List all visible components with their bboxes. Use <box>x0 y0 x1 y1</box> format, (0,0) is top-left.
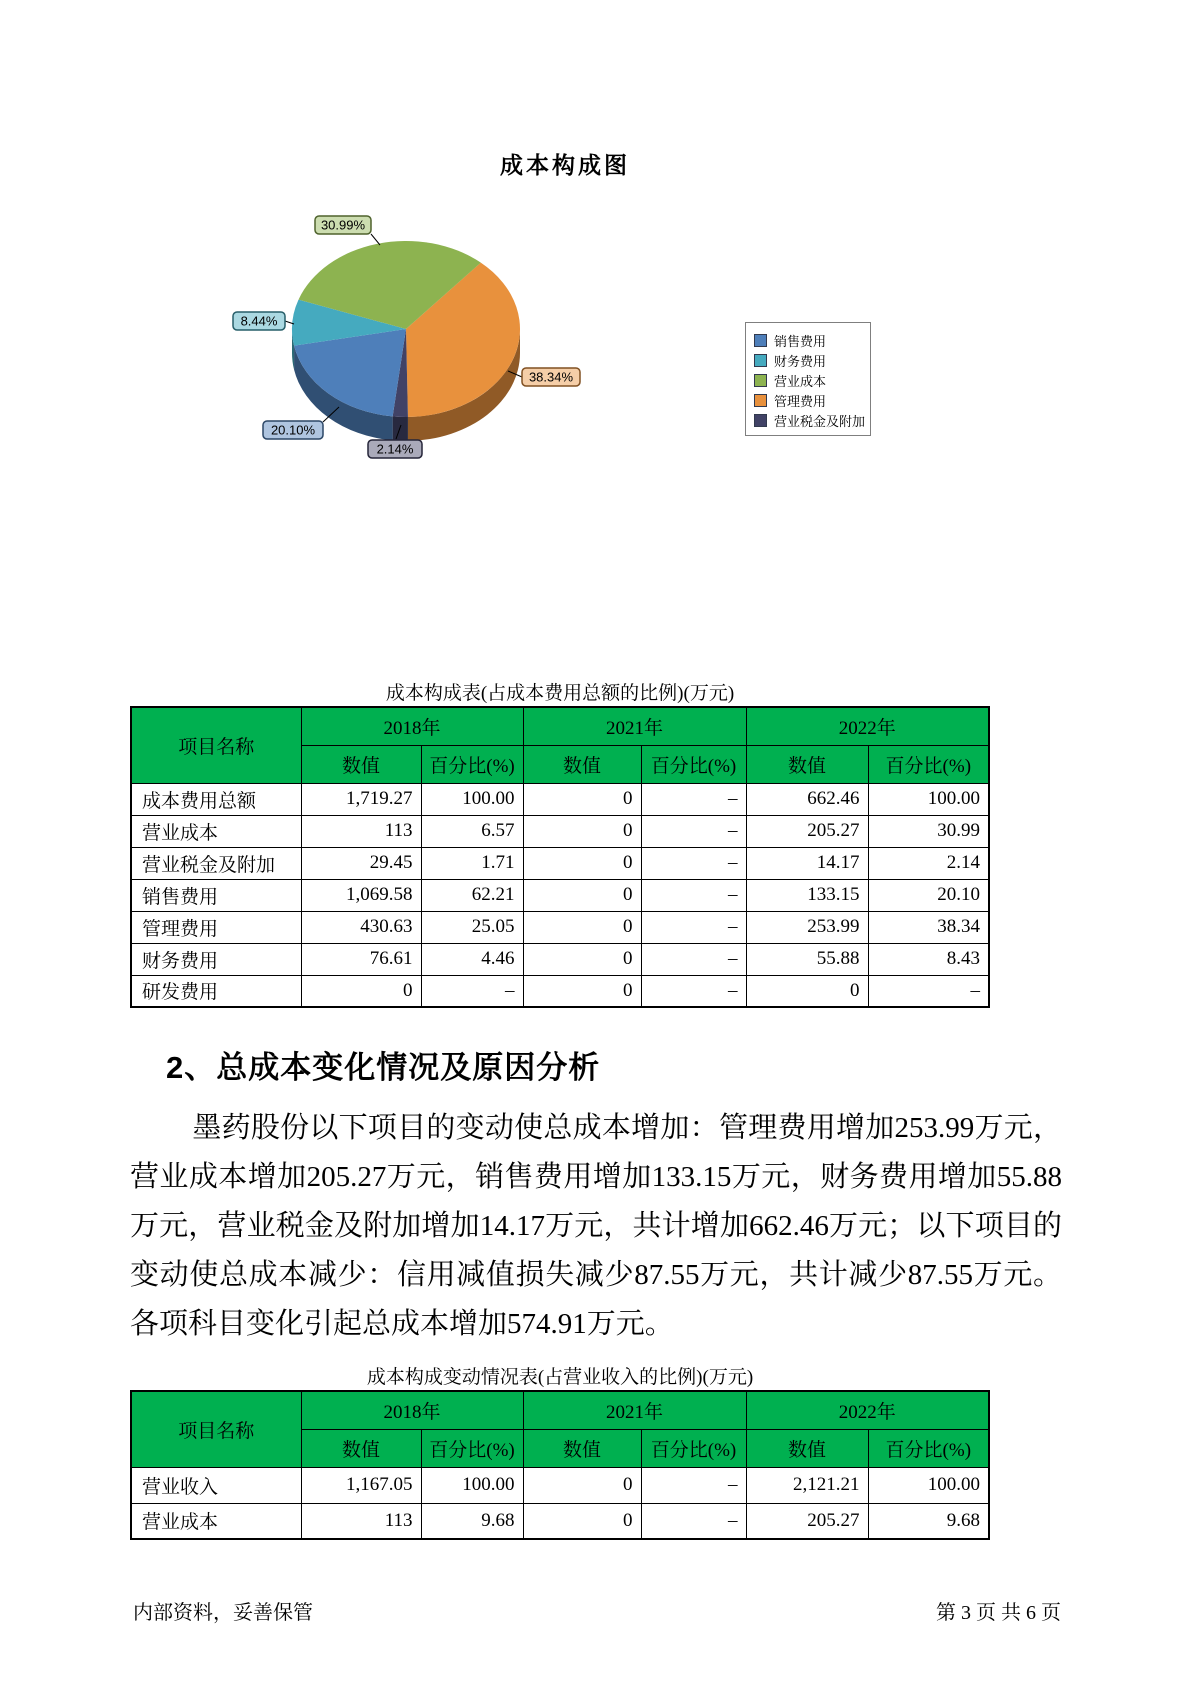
row-label-cell: 营业成本 <box>131 815 301 847</box>
legend-swatch <box>754 334 767 347</box>
sub-header: 数值 <box>746 745 868 783</box>
value-cell: 30.99 <box>868 815 989 847</box>
value-cell: 20.10 <box>868 879 989 911</box>
value-cell: 100.00 <box>421 1467 523 1503</box>
value-cell: 0 <box>523 943 641 975</box>
value-cell: 133.15 <box>746 879 868 911</box>
value-cell: 0 <box>523 1503 641 1539</box>
table-row <box>131 879 989 911</box>
value-cell: 9.68 <box>868 1503 989 1539</box>
value-cell: 100.00 <box>421 783 523 815</box>
corner-header: 项目名称 <box>131 1391 301 1467</box>
legend-label: 管理费用 <box>774 393 827 409</box>
value-cell: 1,719.27 <box>301 783 421 815</box>
pie-label-leader <box>371 234 380 245</box>
value-cell: – <box>868 975 989 1007</box>
value-cell: 1.71 <box>421 847 523 879</box>
sub-header: 数值 <box>523 1429 641 1467</box>
value-cell: 38.34 <box>868 911 989 943</box>
legend-swatch <box>754 354 767 367</box>
value-cell: 430.63 <box>301 911 421 943</box>
value-cell: 25.05 <box>421 911 523 943</box>
sub-header: 数值 <box>746 1429 868 1467</box>
legend-item <box>754 370 862 390</box>
legend-item <box>754 410 866 430</box>
row-label-cell: 成本费用总额 <box>131 783 301 815</box>
value-cell: – <box>641 815 746 847</box>
year-header: 2018年 <box>301 707 523 745</box>
legend-label: 财务费用 <box>774 353 827 369</box>
section-heading: 2、总成本变化情况及原因分析 <box>166 1050 601 1085</box>
legend-item <box>754 330 862 350</box>
value-cell: 662.46 <box>746 783 868 815</box>
value-cell: 9.68 <box>421 1503 523 1539</box>
value-cell: – <box>641 975 746 1007</box>
legend-item <box>754 350 862 370</box>
value-cell: 0 <box>523 911 641 943</box>
pie-label-value: 20.10% <box>270 422 316 438</box>
value-cell: 0 <box>523 815 641 847</box>
cost-composition-table <box>130 706 990 1008</box>
value-cell: 14.17 <box>746 847 868 879</box>
year-header: 2022年 <box>746 707 989 745</box>
row-label-cell: 研发费用 <box>131 975 301 1007</box>
table1-title: 成本构成表(占成本费用总额的比例)(万元) <box>385 683 735 704</box>
row-label-cell: 管理费用 <box>131 911 301 943</box>
value-cell: 6.57 <box>421 815 523 847</box>
legend-label: 销售费用 <box>774 333 827 349</box>
row-label-cell: 营业成本 <box>131 1503 301 1539</box>
value-cell: 0 <box>523 783 641 815</box>
table-row <box>131 1467 989 1503</box>
sub-header: 百分比(%) <box>421 745 523 783</box>
legend-item <box>754 390 862 410</box>
value-cell: 100.00 <box>868 783 989 815</box>
legend-label: 营业成本 <box>774 373 827 389</box>
value-cell: – <box>641 911 746 943</box>
year-header: 2018年 <box>301 1391 523 1429</box>
table-row <box>131 783 989 815</box>
value-cell: 76.61 <box>301 943 421 975</box>
value-cell: 1,167.05 <box>301 1467 421 1503</box>
value-cell: – <box>641 1503 746 1539</box>
value-cell: – <box>641 943 746 975</box>
value-cell: 29.45 <box>301 847 421 879</box>
value-cell: 0 <box>523 879 641 911</box>
value-cell: 113 <box>301 815 421 847</box>
page-footer <box>133 1596 1061 1625</box>
pie-label-value: 38.34% <box>528 369 574 385</box>
chart-legend <box>745 322 871 436</box>
pie-label-value: 30.99% <box>320 217 366 233</box>
value-cell: 1,069.58 <box>301 879 421 911</box>
legend-swatch <box>754 414 767 427</box>
pie-chart <box>130 150 690 480</box>
value-cell: 0 <box>523 1467 641 1503</box>
value-cell: 0 <box>301 975 421 1007</box>
sub-header: 数值 <box>301 1429 421 1467</box>
table-row <box>131 943 989 975</box>
row-label-cell: 财务费用 <box>131 943 301 975</box>
value-cell: 100.00 <box>868 1467 989 1503</box>
sub-header: 百分比(%) <box>868 1429 989 1467</box>
value-cell: 253.99 <box>746 911 868 943</box>
analysis-paragraph: 墨药股份以下项目的变动使总成本增加：管理费用增加253.99万元，营业成本增加205.27万元，销售费用增加133.15万元，财务费用增加55.88万元，营业税金及附加增加14.17万元，共计增加662.46万元；以下项目的变动使总成本减少：信用减值损失减少87.55万元，共计减少87.55万元。各项科目变化引起总成本增加574.91万元。 <box>130 1112 1062 1340</box>
pie-label-value: 2.14% <box>376 441 414 457</box>
cost-change-table <box>130 1390 990 1540</box>
pie-label-value: 8.44% <box>240 313 278 329</box>
value-cell: 2,121.21 <box>746 1467 868 1503</box>
pie-slice-side <box>393 416 408 441</box>
table-row <box>131 1503 989 1539</box>
value-cell: 0 <box>523 847 641 879</box>
sub-header: 百分比(%) <box>641 1429 746 1467</box>
row-label-cell: 销售费用 <box>131 879 301 911</box>
sub-header: 百分比(%) <box>868 745 989 783</box>
value-cell: 0 <box>746 975 868 1007</box>
chart-title: 成本构成图 <box>500 152 630 178</box>
value-cell: – <box>641 879 746 911</box>
year-header: 2021年 <box>523 1391 746 1429</box>
value-cell: 55.88 <box>746 943 868 975</box>
sub-header: 数值 <box>523 745 641 783</box>
sub-header: 百分比(%) <box>641 745 746 783</box>
sub-header: 数值 <box>301 745 421 783</box>
value-cell: – <box>641 1467 746 1503</box>
value-cell: 4.46 <box>421 943 523 975</box>
year-header: 2021年 <box>523 707 746 745</box>
value-cell: – <box>421 975 523 1007</box>
footer-page-number: 第 3 页 共 6 页 <box>936 1602 1061 1624</box>
corner-header: 项目名称 <box>131 707 301 783</box>
value-cell: – <box>641 783 746 815</box>
legend-swatch <box>754 374 767 387</box>
table-row <box>131 911 989 943</box>
year-header: 2022年 <box>746 1391 989 1429</box>
value-cell: 205.27 <box>746 1503 868 1539</box>
value-cell: 2.14 <box>868 847 989 879</box>
value-cell: 205.27 <box>746 815 868 847</box>
value-cell: 0 <box>523 975 641 1007</box>
legend-swatch <box>754 394 767 407</box>
footer-confidential-note: 内部资料，妥善保管 <box>133 1602 313 1624</box>
row-label-cell: 营业收入 <box>131 1467 301 1503</box>
value-cell: 62.21 <box>421 879 523 911</box>
sub-header: 百分比(%) <box>421 1429 523 1467</box>
value-cell: – <box>641 847 746 879</box>
value-cell: 8.43 <box>868 943 989 975</box>
legend-label: 营业税金及附加 <box>774 413 866 429</box>
table2-title: 成本构成变动情况表(占营业收入的比例)(万元) <box>366 1367 754 1388</box>
row-label-cell: 营业税金及附加 <box>131 847 301 879</box>
chart-legend-items <box>754 330 866 430</box>
table-row <box>131 847 989 879</box>
value-cell: 113 <box>301 1503 421 1539</box>
table-row <box>131 975 989 1007</box>
table-row <box>131 815 989 847</box>
